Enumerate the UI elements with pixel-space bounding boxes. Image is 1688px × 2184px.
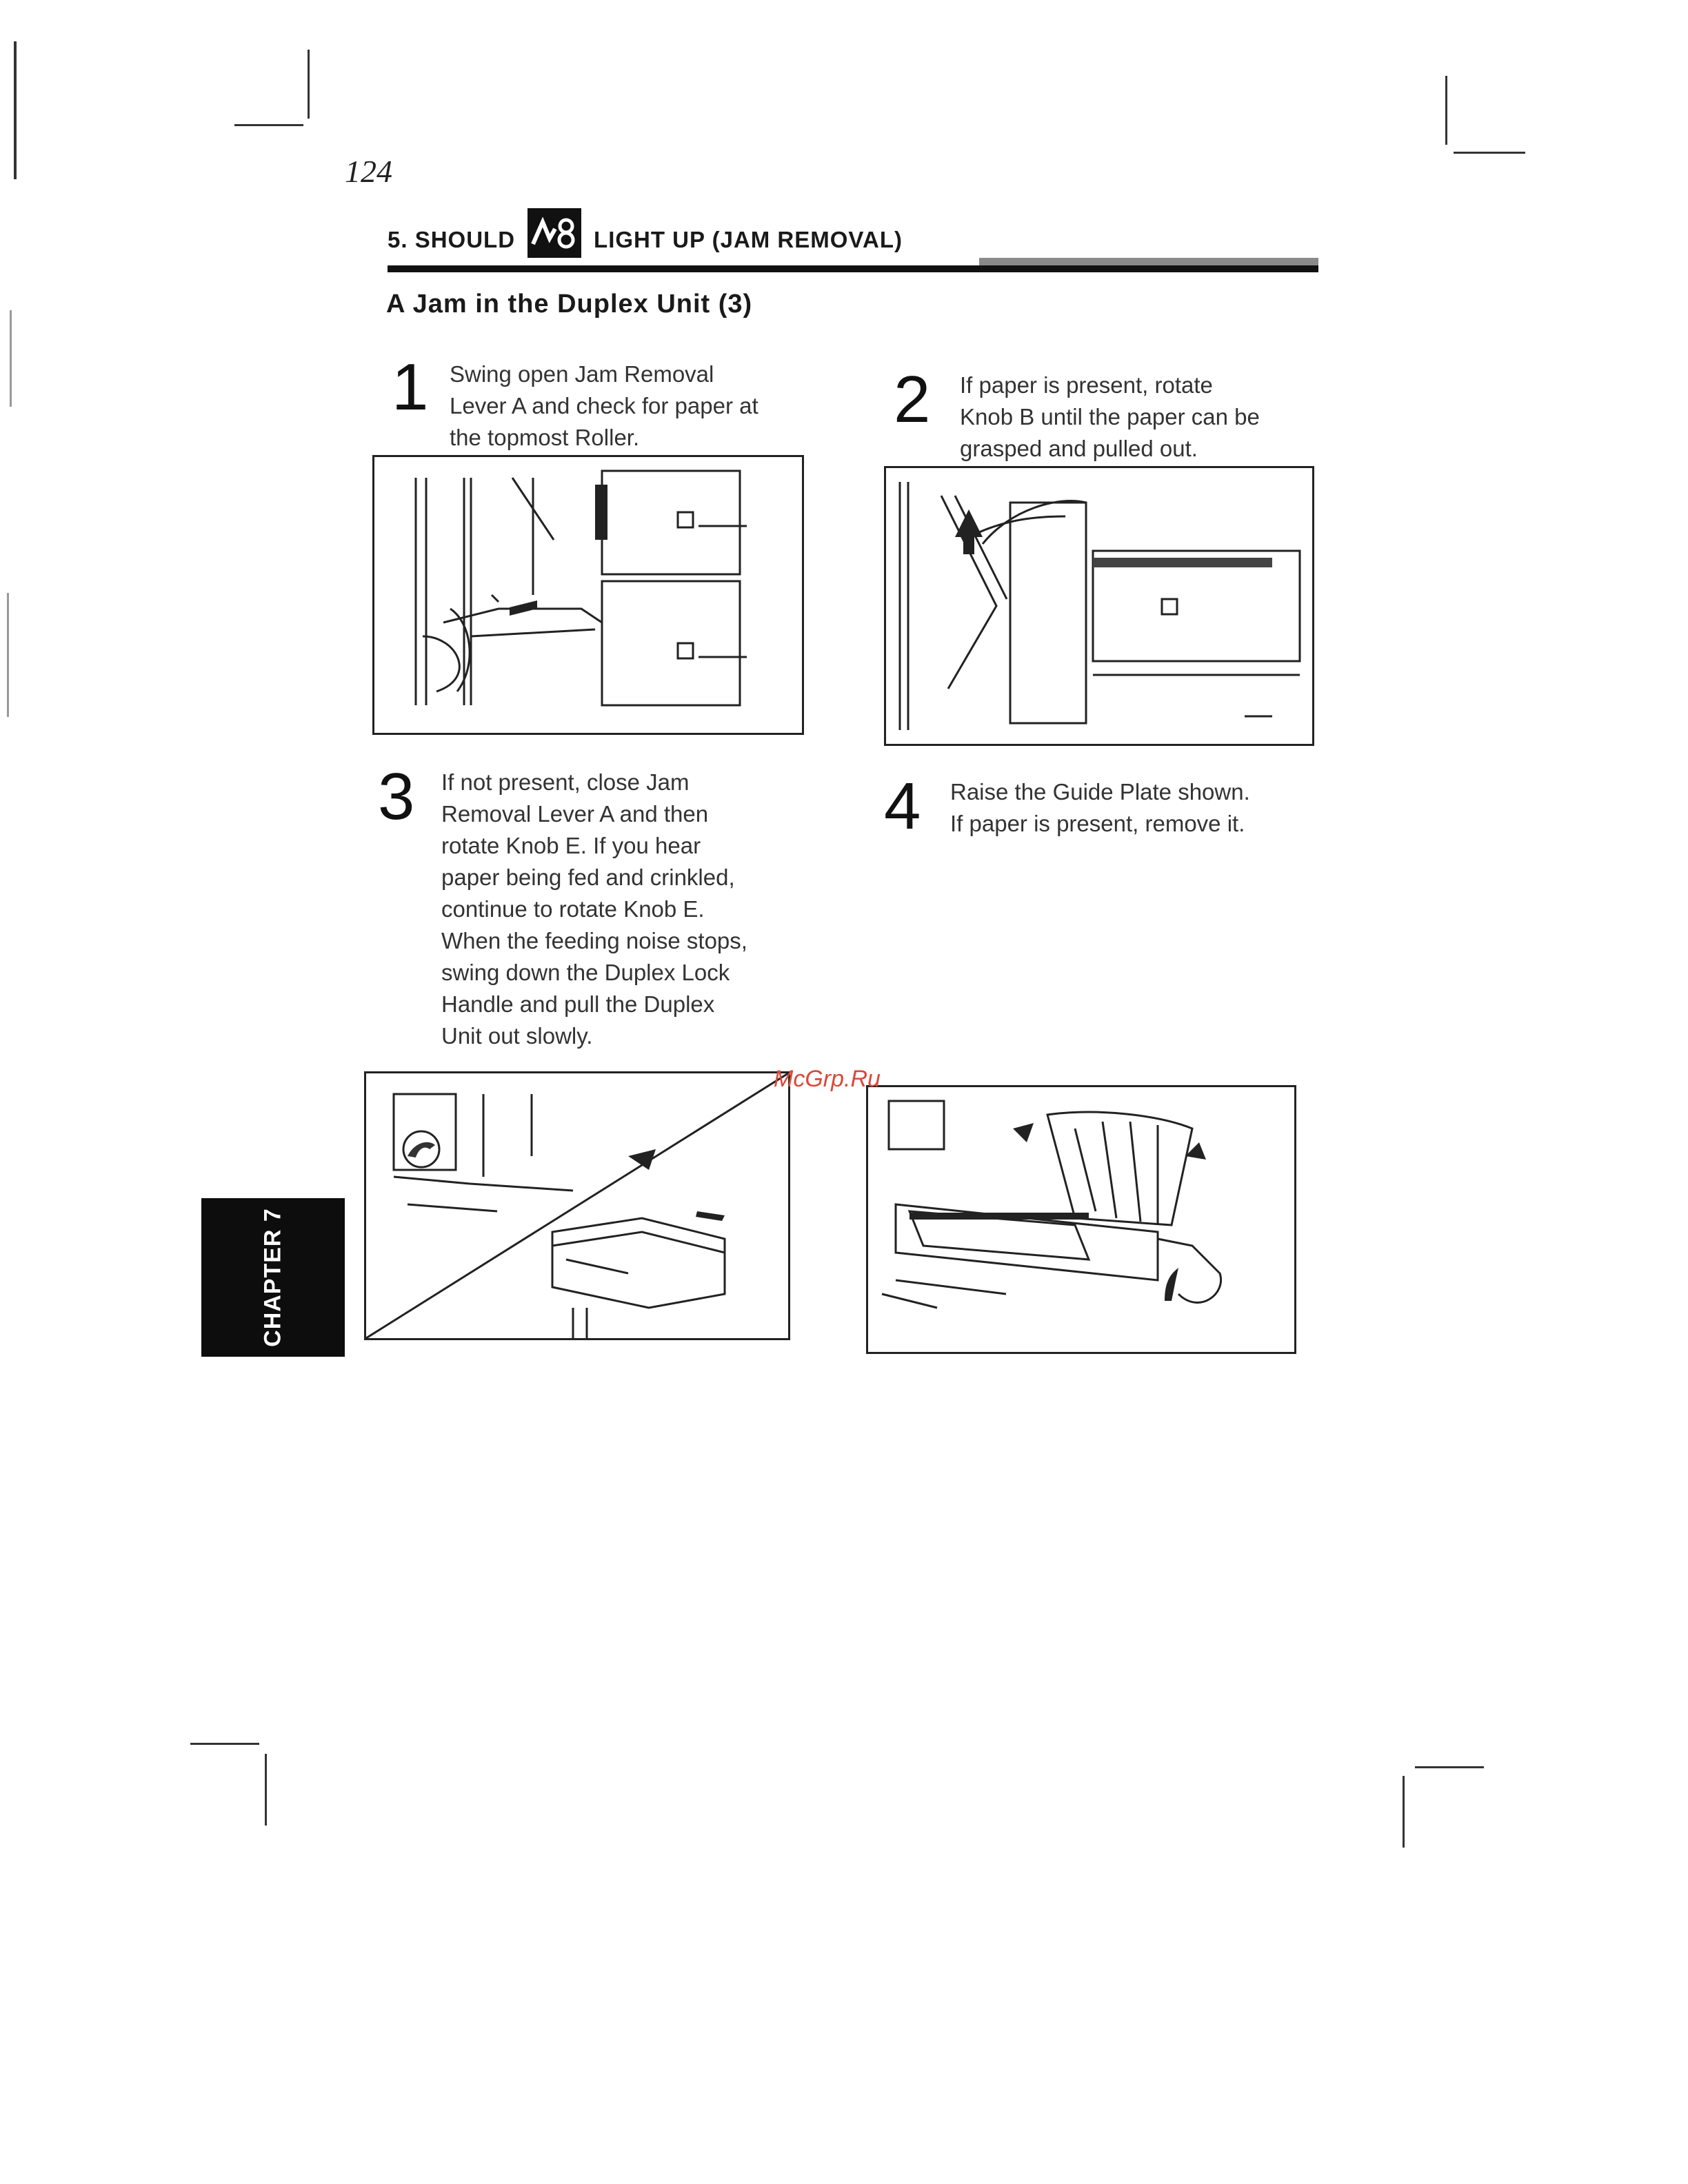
- step-line: When the feeding noise stops,: [441, 928, 747, 953]
- step-instructions: [960, 370, 1260, 465]
- step-line: the topmost Roller.: [450, 425, 640, 450]
- step-line: Raise the Guide Plate shown.: [950, 779, 1250, 805]
- step-line: If paper is present, rotate: [960, 372, 1213, 398]
- section-header: [388, 215, 903, 265]
- crop-mark: [1415, 1766, 1484, 1768]
- step-instructions: [441, 767, 747, 1052]
- jam-indicator-icon: [528, 208, 581, 258]
- step-number: 2: [894, 363, 931, 436]
- header-rule: [388, 265, 1318, 272]
- step-1-illustration: [372, 455, 804, 735]
- step-number: 3: [378, 760, 415, 833]
- crop-mark: [1454, 152, 1525, 154]
- step-2-illustration: [884, 466, 1314, 746]
- crop-mark: [234, 124, 303, 126]
- crop-mark: [1445, 76, 1447, 145]
- step-number: 1: [392, 350, 429, 424]
- step-line: Swing open Jam Removal: [450, 361, 714, 387]
- step-3-illustration: [364, 1071, 790, 1340]
- step-line: Handle and pull the Duplex: [441, 991, 715, 1017]
- step-line: Unit out slowly.: [441, 1023, 593, 1049]
- step-number: 4: [884, 769, 921, 843]
- step-instructions: [950, 776, 1250, 840]
- crop-mark: [265, 1754, 267, 1826]
- scan-speck: [7, 593, 9, 717]
- scan-speck: [10, 310, 12, 407]
- step-4-illustration: [866, 1085, 1296, 1354]
- crop-mark: [14, 41, 17, 179]
- crop-mark: [308, 50, 310, 119]
- crop-mark: [1403, 1776, 1405, 1848]
- step-line: grasped and pulled out.: [960, 436, 1198, 461]
- chapter-tab: [201, 1198, 345, 1357]
- step-instructions: [450, 358, 758, 454]
- step-line: Lever A and check for paper at: [450, 393, 758, 418]
- step-line: Removal Lever A and then: [441, 801, 709, 827]
- step-line: If not present, close Jam: [441, 769, 690, 795]
- section-header-suffix: LIGHT UP (JAM REMOVAL): [594, 227, 903, 252]
- step-line: If paper is present, remove it.: [950, 811, 1245, 836]
- step-line: swing down the Duplex Lock: [441, 960, 730, 985]
- watermark: McGrp.Ru: [774, 1066, 881, 1092]
- step-line: paper being fed and crinkled,: [441, 865, 735, 890]
- page-number: 124: [345, 154, 392, 189]
- step-line: rotate Knob E. If you hear: [441, 833, 701, 858]
- crop-mark: [190, 1743, 259, 1745]
- chapter-tab-label: CHAPTER 7: [259, 1208, 286, 1347]
- step-line: continue to rotate Knob E.: [441, 896, 705, 922]
- section-header-prefix: 5. SHOULD: [388, 227, 516, 252]
- step-line: Knob B until the paper can be: [960, 404, 1260, 429]
- subheading: A Jam in the Duplex Unit (3): [386, 290, 753, 318]
